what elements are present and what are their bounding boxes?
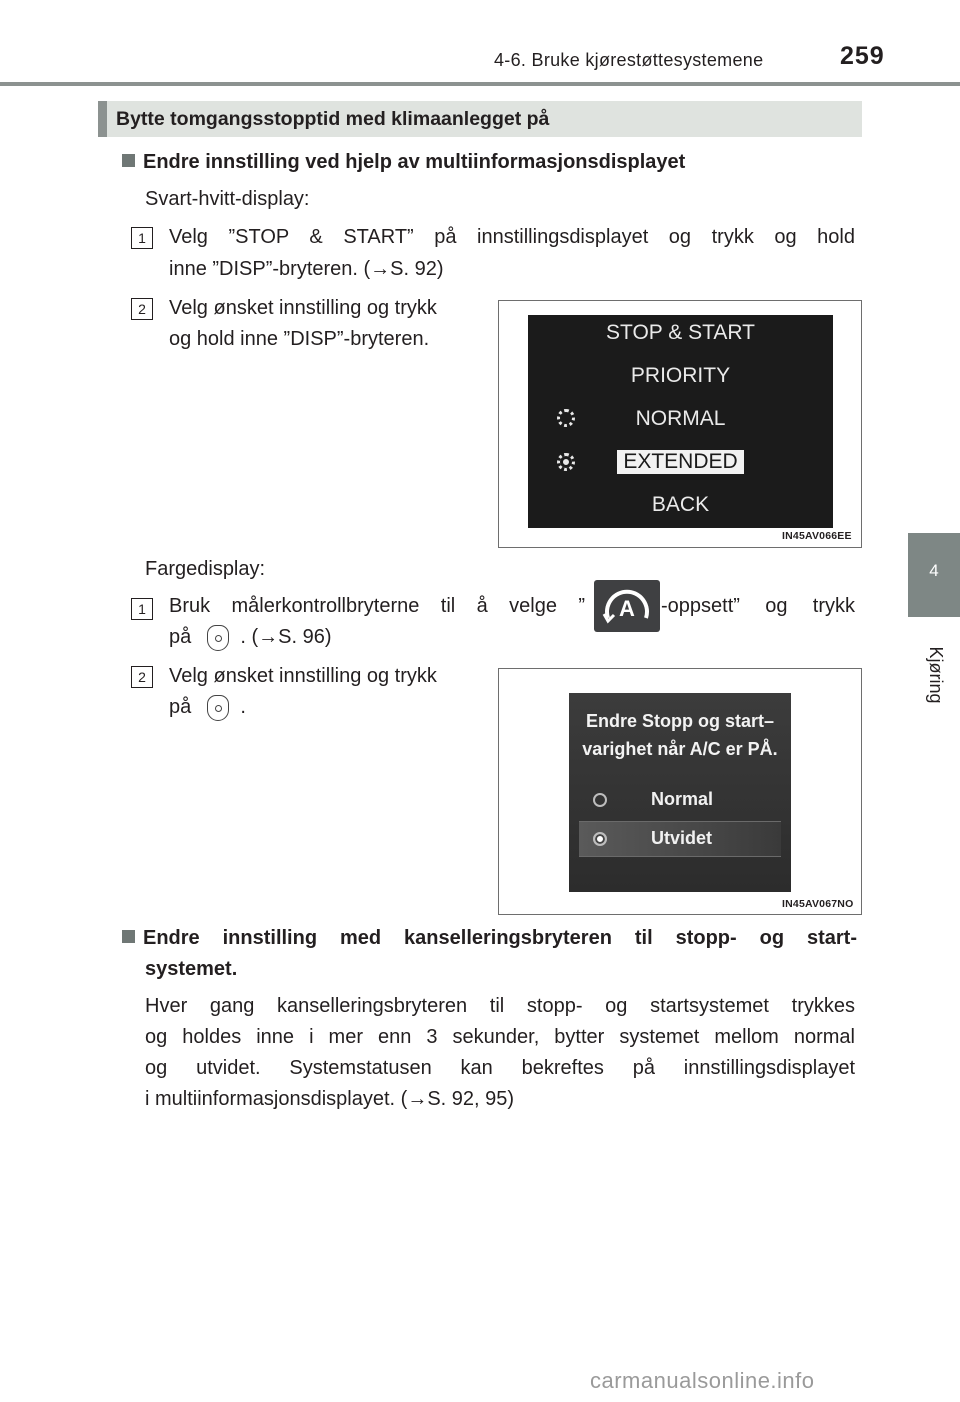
color-step1-line2-a: på	[169, 626, 192, 648]
meter-enter-button-icon	[207, 695, 229, 721]
subheading-display-text: Endre innstilling ved hjelp av multiinformasjonsdisplayet	[143, 151, 686, 173]
bw-display-label: Svart-hvitt-display:	[145, 188, 310, 210]
color-display-screen	[569, 693, 791, 892]
section-heading-text: Bytte tomgangsstopptid med klimaanlegget på	[116, 108, 550, 130]
bw-step1-line1: Velg ”STOP & START” på innstillingsdisplayet og trykk og hold	[169, 226, 855, 248]
page-number: 259	[840, 42, 885, 70]
color-option-normal-label: Normal	[651, 789, 714, 809]
step-number-box: 2	[131, 666, 153, 688]
bw-step1-line2: inne ”DISP”-bryteren. (→S. 92)	[169, 258, 444, 280]
bw-display-screen	[528, 315, 833, 528]
paragraph-line2: og holdes inne i mer enn 3 sekunder, bytter systemet mellom normal	[145, 1026, 855, 1048]
color-step1-part1: Bruk målerkontrollbryterne til å velge ”	[169, 595, 585, 617]
color-step2-line2	[169, 692, 246, 723]
square-bullet-icon	[122, 930, 135, 943]
color-option-normal	[579, 783, 781, 817]
meter-enter-button-icon	[207, 625, 229, 651]
header-rule	[0, 82, 960, 86]
color-step1-line2-b: . (→S. 96)	[240, 626, 332, 648]
section-heading	[98, 101, 862, 137]
paragraph-line1: Hver gang kanselleringsbryteren til stopp- og startsystemet trykkes	[145, 995, 855, 1017]
bw-menu-item-normal: NORMAL	[635, 407, 726, 430]
step-number-box: 1	[131, 227, 153, 249]
svg-text:A: A	[619, 596, 635, 621]
section-heading-bar	[98, 101, 107, 137]
color-step1-part2: -oppsett” og trykk	[661, 595, 855, 617]
step-number-box: 1	[131, 598, 153, 620]
chapter-side-label: Kjøring	[926, 646, 946, 704]
subheading-display	[122, 151, 685, 174]
paragraph-line4: i multiinformasjonsdisplayet. (→S. 92, 95)	[145, 1088, 515, 1110]
bw-menu-item-back: BACK	[651, 493, 710, 516]
stop-start-a-icon	[594, 580, 660, 632]
chapter-title: 4-6. Bruke kjørestøttesystemene	[494, 50, 764, 70]
bw-menu-title: STOP & START	[606, 321, 755, 344]
color-display-label: Fargedisplay:	[145, 558, 266, 580]
step-number-box: 2	[131, 298, 153, 320]
square-bullet-icon	[122, 154, 135, 167]
chapter-tab	[908, 533, 960, 617]
bw-figure-code: IN45AV066EE	[782, 530, 852, 542]
subheading-cancel-switch-line1: Endre innstilling med kanselleringsbryteren til stopp- og start-	[143, 927, 857, 949]
color-step1-line2	[169, 622, 332, 653]
bw-menu-item-extended: EXTENDED	[617, 450, 743, 474]
color-step2-line2-b: .	[240, 696, 246, 718]
radio-selected-icon	[593, 832, 607, 846]
bw-step2-line1: Velg ønsket innstilling og trykk	[169, 297, 437, 319]
color-step2-line1: Velg ønsket innstilling og trykk	[169, 665, 437, 687]
chapter-tab-number: 4	[929, 561, 939, 580]
color-option-utvidet	[579, 821, 781, 857]
color-step2-line2-a: på	[169, 696, 192, 718]
color-screen-title-line1: Endre Stopp og start–	[585, 711, 774, 731]
color-figure-code: IN45AV067NO	[782, 898, 854, 910]
paragraph-line3: og utvidet. Systemstatusen kan bekreftes på innstillingsdisplayet	[145, 1057, 855, 1079]
bw-step2-line2: og hold inne ”DISP”-bryteren.	[169, 328, 430, 350]
bw-menu-item-extended-row	[528, 450, 833, 474]
color-screen-title-line2: varighet når A/C er PÅ.	[582, 739, 778, 759]
bw-menu-item-priority: PRIORITY	[630, 364, 731, 387]
color-option-utvidet-label: Utvidet	[651, 828, 713, 848]
watermark: carmanualsonline.info	[590, 1368, 815, 1393]
subheading-cancel-switch	[122, 927, 857, 950]
subheading-cancel-switch-line2: systemet.	[145, 958, 238, 980]
radio-empty-icon	[593, 793, 607, 807]
